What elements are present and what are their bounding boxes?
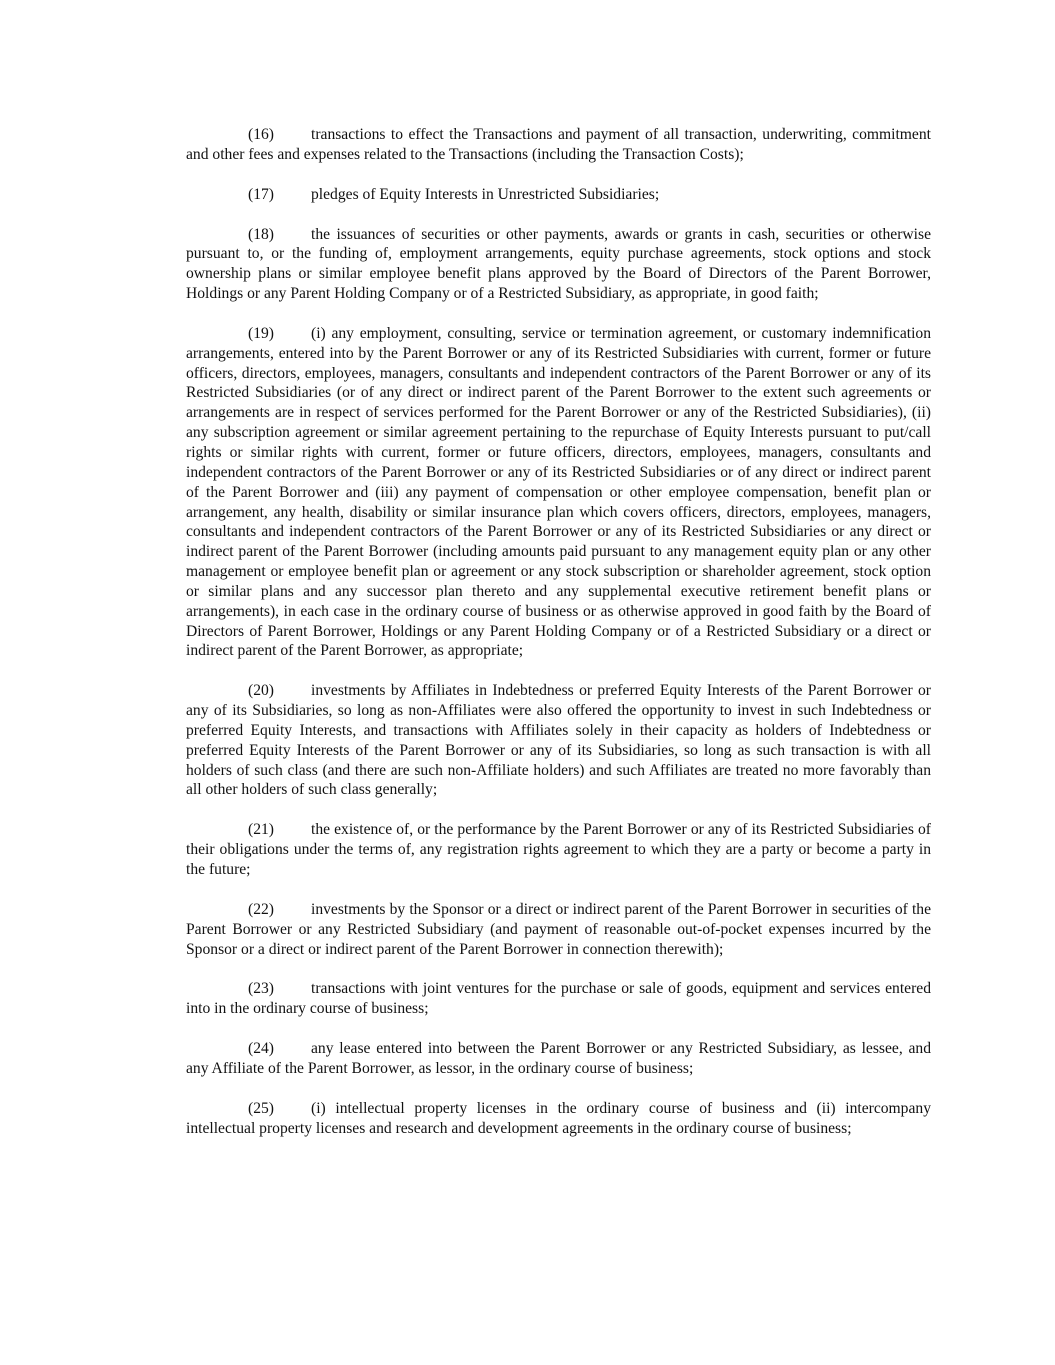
clause-number: (25) [248, 1099, 274, 1117]
clause-text: the issuances of securities or other payments, awards or grants in cash, securities or otherwise pursuant to, or the funding of, employment arrangements, equity purchase agreements, stock options and stock ownership plans or similar employee benefit plans approved by the Board of Directors of the Parent Borrower, Holdings or any Parent Holding Company or of a Restricted Subsidiary, as appropriate, in good faith; [186, 225, 931, 303]
clause-number: (23) [248, 980, 274, 998]
clause-text: the existence of, or the performance by the Parent Borrower or any of its Restricted Subsidiaries of their obligations under the terms of, any registration rights agreement to which they are a party or become a party in the future; [186, 821, 931, 878]
clause-text: pledges of Equity Interests in Unrestricted Subsidiaries; [311, 185, 660, 203]
clause-18 [186, 225, 931, 304]
clause-text: transactions to effect the Transactions and payment of all transaction, underwriting, commitment and other fees and expenses related to the Transactions (including the Transaction Costs); [186, 126, 931, 163]
clause-number: (18) [248, 225, 274, 243]
clause-number: (17) [248, 185, 274, 203]
clause-number: (24) [248, 1040, 274, 1058]
clause-text: (i) any employment, consulting, service or termination agreement, or customary indemnification arrangements, entered into by the Parent Borrower or any of its Restricted Subsidiaries with current, former or future officers, directors, employees, managers, consultants and independent contractors of the Parent Borrower or any of its Restricted Subsidiaries (or of any direct or indirect parent of the Parent Borrower to the extent such agreements or arrangements are in respect of services performed for the Parent Borrower or any of the Restricted Subsidiaries), (ii) any subscription agreement or similar agreement pertaining to the repurchase of Equity Interests pursuant to put/call rights or similar rights with current, former or future officers, directors, employees, managers, consultants and independent contractors of the Parent Borrower or any of its Restricted Subsidiaries or of any direct or indirect parent of the Parent Borrower and (iii) any payment of compensation or other employee compensation, benefit plan or arrangement, any health, disability or similar insurance plan which covers officers, directors, employees, managers, consultants and independent contractors of the Parent Borrower or any of its Restricted Subsidiaries or any direct or indirect parent of the Parent Borrower (including amounts paid pursuant to any management equity plan or any other management or employee benefit plan or agreement or any stock subscription or shareholder agreement, stock option or similar plans and any successor plan thereto and any supplemental executive retirement benefit plans or arrangements), in each case in the ordinary course of business or as otherwise approved in good faith by the Board of Directors of Parent Borrower, Holdings or any Parent Holding Company or of a Restricted Subsidiary or a direct or indirect parent of the Parent Borrower, as appropriate; [186, 324, 931, 660]
clause-number: (19) [248, 324, 274, 342]
clause-text: investments by the Sponsor or a direct or indirect parent of the Parent Borrower in securities of the Parent Borrower or any Restricted Subsidiary (and payment of reasonable out-of-pocket expenses incurred by the Sponsor or a direct or indirect parent of the Parent Borrower in connection therewith); [186, 900, 931, 958]
clause-number: (16) [248, 126, 274, 143]
clause-25 [186, 1099, 931, 1139]
clause-17 [186, 185, 931, 205]
clause-23 [186, 979, 931, 1019]
clause-number: (22) [248, 900, 274, 918]
clause-16 [186, 125, 931, 165]
clause-21 [186, 820, 931, 880]
clause-20 [186, 681, 931, 800]
clause-text: (i) intellectual property licenses in the ordinary course of business and (ii) intercompany intellectual property licenses and research and development agreements in the ordinary course of business; [186, 1099, 931, 1137]
clause-text: any lease entered into between the Parent Borrower or any Restricted Subsidiary, as lessee, and any Affiliate of the Parent Borrower, as lessor, in the ordinary course of business; [186, 1040, 931, 1077]
clause-19 [186, 324, 931, 661]
document-page [186, 125, 931, 1158]
clause-22 [186, 900, 931, 960]
clause-number: (20) [248, 682, 274, 700]
clause-24 [186, 1039, 931, 1079]
clause-text: investments by Affiliates in Indebtedness or preferred Equity Interests of the Parent Borrower or any of its Subsidiaries, so long as non-Affiliates were also offered the opportunity to invest in such Indebtedness or preferred Equity Interests, and transactions with Affiliates solely in their capacity as holders of Indebtedness or preferred Equity Interests of the Parent Borrower or any of its Subsidiaries, so long as such transaction is with all holders of such class (and there are such non-Affiliate holders) and such Affiliates are treated no more favorably than all other holders of such class generally; [186, 682, 931, 799]
clause-number: (21) [248, 821, 274, 839]
clause-text: transactions with joint ventures for the purchase or sale of goods, equipment and services entered into in the ordinary course of business; [186, 980, 931, 1018]
